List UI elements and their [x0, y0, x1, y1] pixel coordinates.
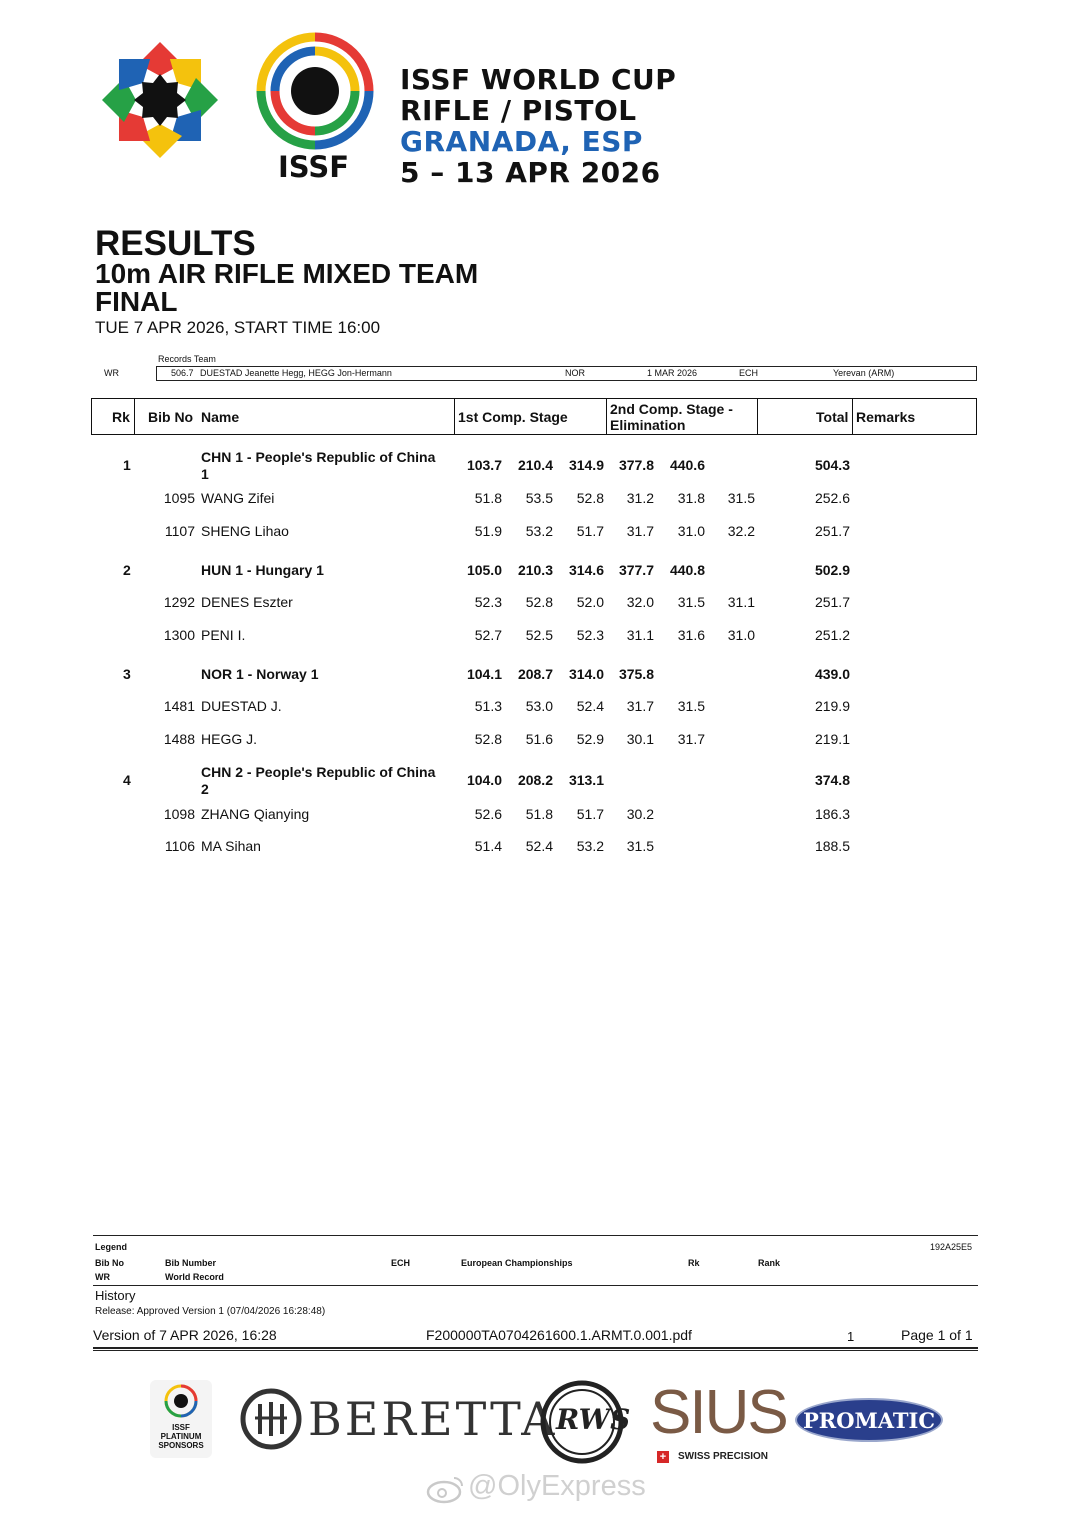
team-rank: 4: [123, 772, 131, 788]
athlete-series: 52.9: [576, 731, 604, 747]
athlete-series: 52.4: [576, 698, 604, 714]
records-heading: Records Team: [158, 354, 216, 364]
team-series: 377.7: [618, 562, 654, 578]
athlete-series: 51.7: [576, 806, 604, 822]
record-score: 506.7: [171, 368, 194, 378]
legend-meaning: World Record: [165, 1272, 224, 1282]
issf-mini-logo: [164, 1384, 198, 1418]
athlete-series: 51.4: [474, 838, 502, 854]
athlete-series: 51.8: [474, 490, 502, 506]
athlete-series: 31.5: [677, 698, 705, 714]
athlete-total: 219.9: [814, 698, 850, 714]
team-rank: 3: [123, 666, 131, 682]
page-number: Page 1 of 1: [901, 1327, 973, 1343]
athlete-series: 52.7: [474, 627, 502, 643]
athlete-series: 31.5: [727, 490, 755, 506]
team-series: 314.0: [568, 666, 604, 682]
athlete-name: PENI I.: [201, 627, 246, 643]
issf-sponsor-label: PLATINUM: [160, 1432, 202, 1441]
athlete-series: 31.6: [677, 627, 705, 643]
athlete-series: 52.5: [525, 627, 553, 643]
athlete-total: 251.2: [814, 627, 850, 643]
event-dates: 5 – 13 APR 2026: [400, 156, 661, 189]
team-name: CHN 1 - People's Republic of China: [201, 449, 436, 465]
team-name-cont: 2: [201, 781, 209, 797]
file-name: F200000TA0704261600.1.ARMT.0.001.pdf: [426, 1327, 692, 1343]
athlete-series: 52.0: [576, 594, 604, 610]
col-stage2-sub: Elimination: [610, 417, 686, 433]
beretta-emblem-icon: [240, 1388, 302, 1450]
athlete-series: 31.5: [677, 594, 705, 610]
footer-divider-thin: [93, 1350, 978, 1351]
record-date: 1 MAR 2026: [647, 368, 698, 378]
legend-meaning: European Championships: [461, 1258, 573, 1268]
issf-target-logo: [256, 32, 374, 150]
team-name-cont: 1: [201, 466, 209, 482]
history-title: History: [95, 1288, 136, 1303]
team-series: 314.6: [568, 562, 604, 578]
team-series: 208.7: [517, 666, 553, 682]
team-name: NOR 1 - Norway 1: [201, 666, 319, 682]
col-name: Name: [201, 409, 240, 425]
team-series: 314.9: [568, 457, 604, 473]
athlete-total: 188.5: [814, 838, 850, 854]
athlete-series: 53.2: [576, 838, 604, 854]
legend-title: Legend: [95, 1242, 128, 1252]
athlete-bib: 1098: [163, 806, 195, 822]
team-series: 208.2: [517, 772, 553, 788]
athlete-total: 251.7: [814, 594, 850, 610]
athlete-series: 53.0: [525, 698, 553, 714]
team-series: 377.8: [618, 457, 654, 473]
athlete-name: ZHANG Qianying: [201, 806, 310, 822]
athlete-bib: 1106: [164, 838, 195, 854]
record-place: Yerevan (ARM): [833, 368, 895, 378]
event-title: 10m AIR RIFLE MIXED TEAM: [95, 258, 479, 289]
legend-abbr: Rk: [688, 1258, 700, 1268]
athlete-total: 219.1: [814, 731, 850, 747]
athlete-bib: 1107: [164, 523, 195, 539]
history-release: Release: Approved Version 1 (07/04/2026 16:28:48): [95, 1306, 326, 1317]
athlete-series: 52.4: [525, 838, 553, 854]
record-competition: ECH: [739, 368, 759, 378]
athlete-series: 30.2: [626, 806, 654, 822]
team-series: 210.4: [517, 457, 553, 473]
championship-emblem: [92, 32, 228, 168]
version-info: Version of 7 APR 2026, 16:28: [93, 1327, 277, 1343]
col-rank: Rk: [112, 409, 130, 425]
promatic-logo-badge: [795, 1398, 943, 1442]
team-series: 105.0: [466, 562, 502, 578]
sius-tagline: SWISS PRECISION: [678, 1451, 769, 1462]
athlete-series: 52.8: [576, 490, 604, 506]
record-label: WR: [104, 368, 119, 378]
athlete-series: 51.8: [525, 806, 553, 822]
athlete-series: 51.3: [474, 698, 502, 714]
athlete-series: 31.0: [677, 523, 705, 539]
athlete-name: HEGG J.: [201, 731, 258, 747]
athlete-series: 52.3: [474, 594, 502, 610]
col-stage1: 1st Comp. Stage: [458, 409, 568, 425]
issf-sponsor-badge: [150, 1380, 212, 1458]
athlete-bib: 1095: [163, 490, 195, 506]
footer-divider: [93, 1347, 978, 1349]
history-divider: [93, 1285, 978, 1286]
team-series: 313.1: [568, 772, 604, 788]
team-series: 375.8: [618, 666, 654, 682]
event-name: ISSF WORLD CUP: [400, 63, 677, 96]
results-table-header: [91, 398, 977, 435]
col-remarks: Remarks: [856, 409, 916, 425]
athlete-series: 31.8: [677, 490, 705, 506]
athlete-series: 53.5: [525, 490, 553, 506]
team-series: 104.0: [466, 772, 502, 788]
issf-sponsor-label: ISSF: [172, 1423, 190, 1432]
athlete-series: 51.6: [525, 731, 553, 747]
event-disciplines: RIFLE / PISTOL: [400, 94, 637, 127]
record-box: [156, 366, 977, 381]
athlete-series: 52.6: [474, 806, 502, 822]
athlete-bib: 1292: [163, 594, 195, 610]
athlete-name: WANG Zifei: [201, 490, 275, 506]
athlete-name: DENES Eszter: [201, 594, 293, 610]
start-time: TUE 7 APR 2026, START TIME 16:00: [95, 318, 381, 337]
team-total: 374.8: [814, 772, 850, 788]
athlete-bib: 1300: [163, 627, 195, 643]
team-series: 440.8: [669, 562, 705, 578]
team-name: HUN 1 - Hungary 1: [201, 562, 324, 578]
legend-code: 192A25E5: [930, 1242, 973, 1252]
phase-title: FINAL: [95, 286, 178, 317]
athlete-series: 51.9: [474, 523, 502, 539]
event-location: GRANADA, ESP: [400, 125, 643, 158]
event-header: [400, 64, 676, 188]
page-title: RESULTS: [95, 224, 256, 263]
athlete-bib: 1488: [163, 731, 195, 747]
team-rank: 1: [123, 457, 131, 473]
athlete-series: 31.1: [727, 594, 755, 610]
col-total: Total: [816, 409, 849, 425]
athlete-series: 52.8: [474, 731, 502, 747]
team-name: CHN 2 - People's Republic of China: [201, 764, 436, 780]
legend-divider: [93, 1235, 978, 1236]
team-series: 210.3: [517, 562, 553, 578]
promatic-logo: PROMATIC: [802, 1408, 936, 1433]
athlete-total: 186.3: [814, 806, 850, 822]
weibo-icon: [426, 1474, 466, 1504]
col-stage2: 2nd Comp. Stage -: [610, 401, 733, 417]
page-counter: 1: [847, 1329, 855, 1344]
sius-logo: SIUS: [650, 1378, 787, 1447]
issf-sponsor-label: SPONSORS: [158, 1441, 204, 1450]
athlete-bib: 1481: [163, 698, 195, 714]
athlete-series: 51.7: [576, 523, 604, 539]
team-series: 103.7: [466, 457, 502, 473]
athlete-series: 31.2: [626, 490, 654, 506]
athlete-total: 252.6: [814, 490, 850, 506]
team-rank: 2: [123, 562, 131, 578]
record-nation: NOR: [565, 368, 585, 378]
athlete-name: DUESTAD J.: [201, 698, 282, 714]
athlete-series: 30.1: [626, 731, 654, 747]
watermark-text: @OlyExpress: [468, 1470, 646, 1502]
record-athletes: DUESTAD Jeanette Hegg, HEGG Jon-Hermann: [200, 368, 392, 378]
legend-abbr: ECH: [391, 1258, 411, 1268]
issf-wordmark: ISSF: [278, 150, 350, 184]
athlete-series: 32.0: [626, 594, 654, 610]
athlete-series: 53.2: [525, 523, 553, 539]
team-total: 502.9: [814, 562, 850, 578]
team-series: 104.1: [466, 666, 502, 682]
beretta-logo: BERETTA: [308, 1392, 558, 1446]
legend-abbr: WR: [95, 1272, 110, 1282]
team-total: 504.3: [814, 457, 850, 473]
team-total: 439.0: [814, 666, 850, 682]
athlete-series: 52.3: [576, 627, 604, 643]
athlete-total: 251.7: [814, 523, 850, 539]
team-series: 440.6: [669, 457, 705, 473]
athlete-name: SHENG Lihao: [201, 523, 289, 539]
legend-abbr: Bib No: [95, 1258, 124, 1268]
athlete-series: 31.5: [626, 838, 654, 854]
athlete-series: 32.2: [727, 523, 755, 539]
athlete-series: 31.0: [727, 627, 755, 643]
athlete-series: 31.7: [626, 698, 654, 714]
legend-meaning: Rank: [758, 1258, 781, 1268]
athlete-series: 31.7: [626, 523, 654, 539]
swiss-flag-icon: +: [657, 1451, 669, 1463]
rws-logo: RWS: [556, 1403, 631, 1436]
legend-meaning: Bib Number: [165, 1258, 217, 1268]
athlete-name: MA Sihan: [201, 838, 261, 854]
col-bib: Bib No: [148, 409, 194, 425]
athlete-series: 31.7: [677, 731, 705, 747]
athlete-series: 31.1: [626, 627, 654, 643]
athlete-series: 52.8: [525, 594, 553, 610]
